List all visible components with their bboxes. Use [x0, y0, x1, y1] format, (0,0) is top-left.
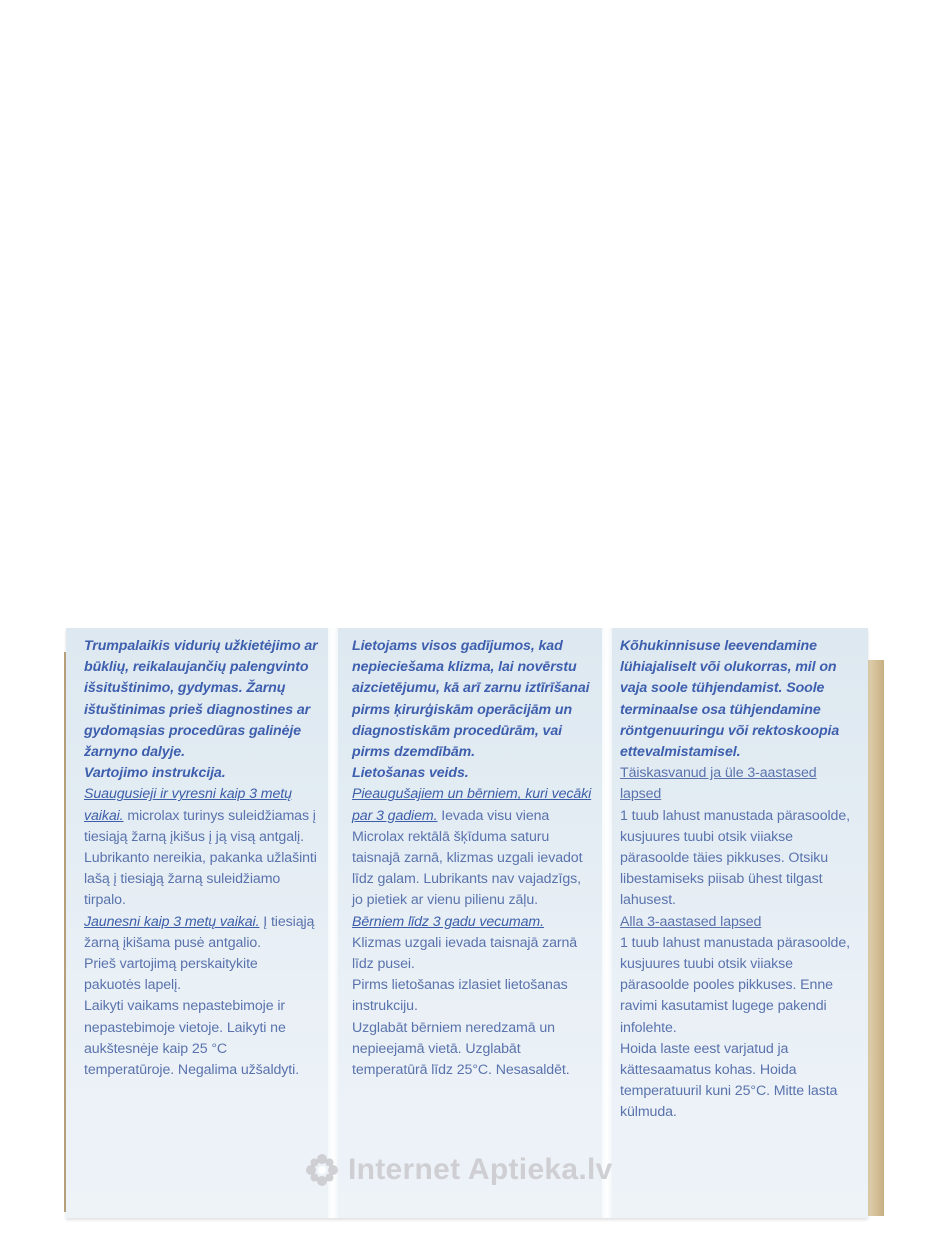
- lt-storage: Laikyti vaikams nepastebimoje ir nepastebimoje vietoje. Laikyti ne aukštesnėje kaip 25 °C temperatūroje. Negalima užšaldyti.: [84, 998, 300, 1079]
- lt-read-leaflet: Prieš vartojimą perskaitykite pakuotės lapelį.: [84, 956, 258, 994]
- lt-child-paragraph: [84, 912, 318, 954]
- lt-adult-paragraph: [84, 784, 318, 911]
- lv-storage: Uzglabāt bērniem neredzamā un nepieejamā vietā. Uzglabāt temperatūrā līdz 25°C. Nesasaldēt.: [352, 1019, 570, 1079]
- lt-child-label: Jaunesni kaip 3 metų vaikai.: [84, 913, 260, 930]
- et-storage: Hoida laste eest varjatud ja kättesaamatus kohas. Hoida temperatuuril kuni 25°C. Mitte lasta külmuda.: [620, 1040, 838, 1121]
- lv-adult-text: Ievada visu viena Microlax rektālā šķīduma saturu taisnajā zarnā, klizmas uzgali ievadot līdz galam. Lubrikants nav vajadzīgs, jo pietiek ar vienu pilienu zāļu.: [352, 807, 583, 909]
- lv-adult-paragraph: [352, 784, 592, 911]
- lv-heading: Lietojams visos gadījumos, kad nepieciešama klizma, lai novērstu aizcietējumu, kā arī zarnu iztīrīšanai pirms ķirurģiskām operācijām un diagnostiskām procedūrām, vai pirms dzemdībām.: [352, 638, 590, 761]
- lv-instructions-title: Lietošanas veids.: [352, 765, 469, 782]
- lt-adult-label: Suaugusieji ir vyresni kaip 3 metų vaikai.: [84, 786, 292, 824]
- panel-lithuanian: [66, 628, 328, 1218]
- watermark-text: Internet Aptieka.lv: [348, 1153, 613, 1186]
- panel-latvian: [338, 628, 602, 1218]
- package-back-face: [66, 628, 868, 1218]
- et-adult-text: 1 tuub lahust manustada pärasoolde, kusjuures tuubi otsik viiakse pärasoolde täies pikkuses. Otsiku libestamiseks piisab ühest tilgast lahusest.: [620, 807, 850, 909]
- watermark: [304, 1150, 613, 1190]
- panel-divider: [328, 628, 338, 1218]
- et-child-label: Alla 3-aastased lapsed: [620, 913, 762, 930]
- lt-instructions-title: Vartojimo instrukcija.: [84, 765, 226, 782]
- et-child-text: 1 tuub lahust manustada pärasoolde, kusjuures tuubi otsik viiakse pärasoolde pooles pikkuses. Enne ravimi kasutamist lugege pakendi infolehte.: [620, 934, 850, 1036]
- flower-icon: [304, 1152, 340, 1188]
- panel-divider: [602, 628, 612, 1218]
- lv-read-leaflet: Pirms lietošanas izlasiet lietošanas instrukciju.: [352, 977, 568, 1015]
- lv-child-text: Klizmas uzgali ievada taisnajā zarnā līdz pusei.: [352, 934, 578, 973]
- lt-child-text: Į tiesiąją žarną įkišama pusė antgalio.: [84, 913, 315, 951]
- box-side-right: [866, 660, 884, 1216]
- panel-estonian: [612, 628, 868, 1218]
- lt-adult-text: microlax turinys suleidžiamas į tiesiąją žarną įkišus į ją visą antgalį. Lubrikanto nereikia, pakanka užlašinti lašą į tiesiąją žarną suleidžiamo tirpalo.: [84, 807, 317, 909]
- lv-adult-label: Pieaugušajiem un bērniem, kuri vecāki par 3 gadiem.: [352, 786, 592, 824]
- lv-child-paragraph: [352, 912, 592, 976]
- et-heading: Kõhukinnisuse leevendamine lühiajaliselt või olukorras, mil on vaja soole tühjendamist. Soole terminaalse osa tühjendamine röntgenuuringu või rektoskoopia ettevalmistamisel.: [620, 638, 840, 761]
- lt-heading: Trumpalaikis vidurių užkietėjimo ar būklių, reikalaujančių palengvinto išsituštinimo, gydymas. Žarnų ištuštinimas prieš diagnostines ar gydomąsias procedūras galinėje žarnyno dalyje.: [84, 638, 318, 761]
- lv-child-label: Bērniem līdz 3 gadu vecumam.: [352, 913, 544, 930]
- et-adult-label: Täiskasvanud ja üle 3-aastased lapsed: [620, 765, 817, 803]
